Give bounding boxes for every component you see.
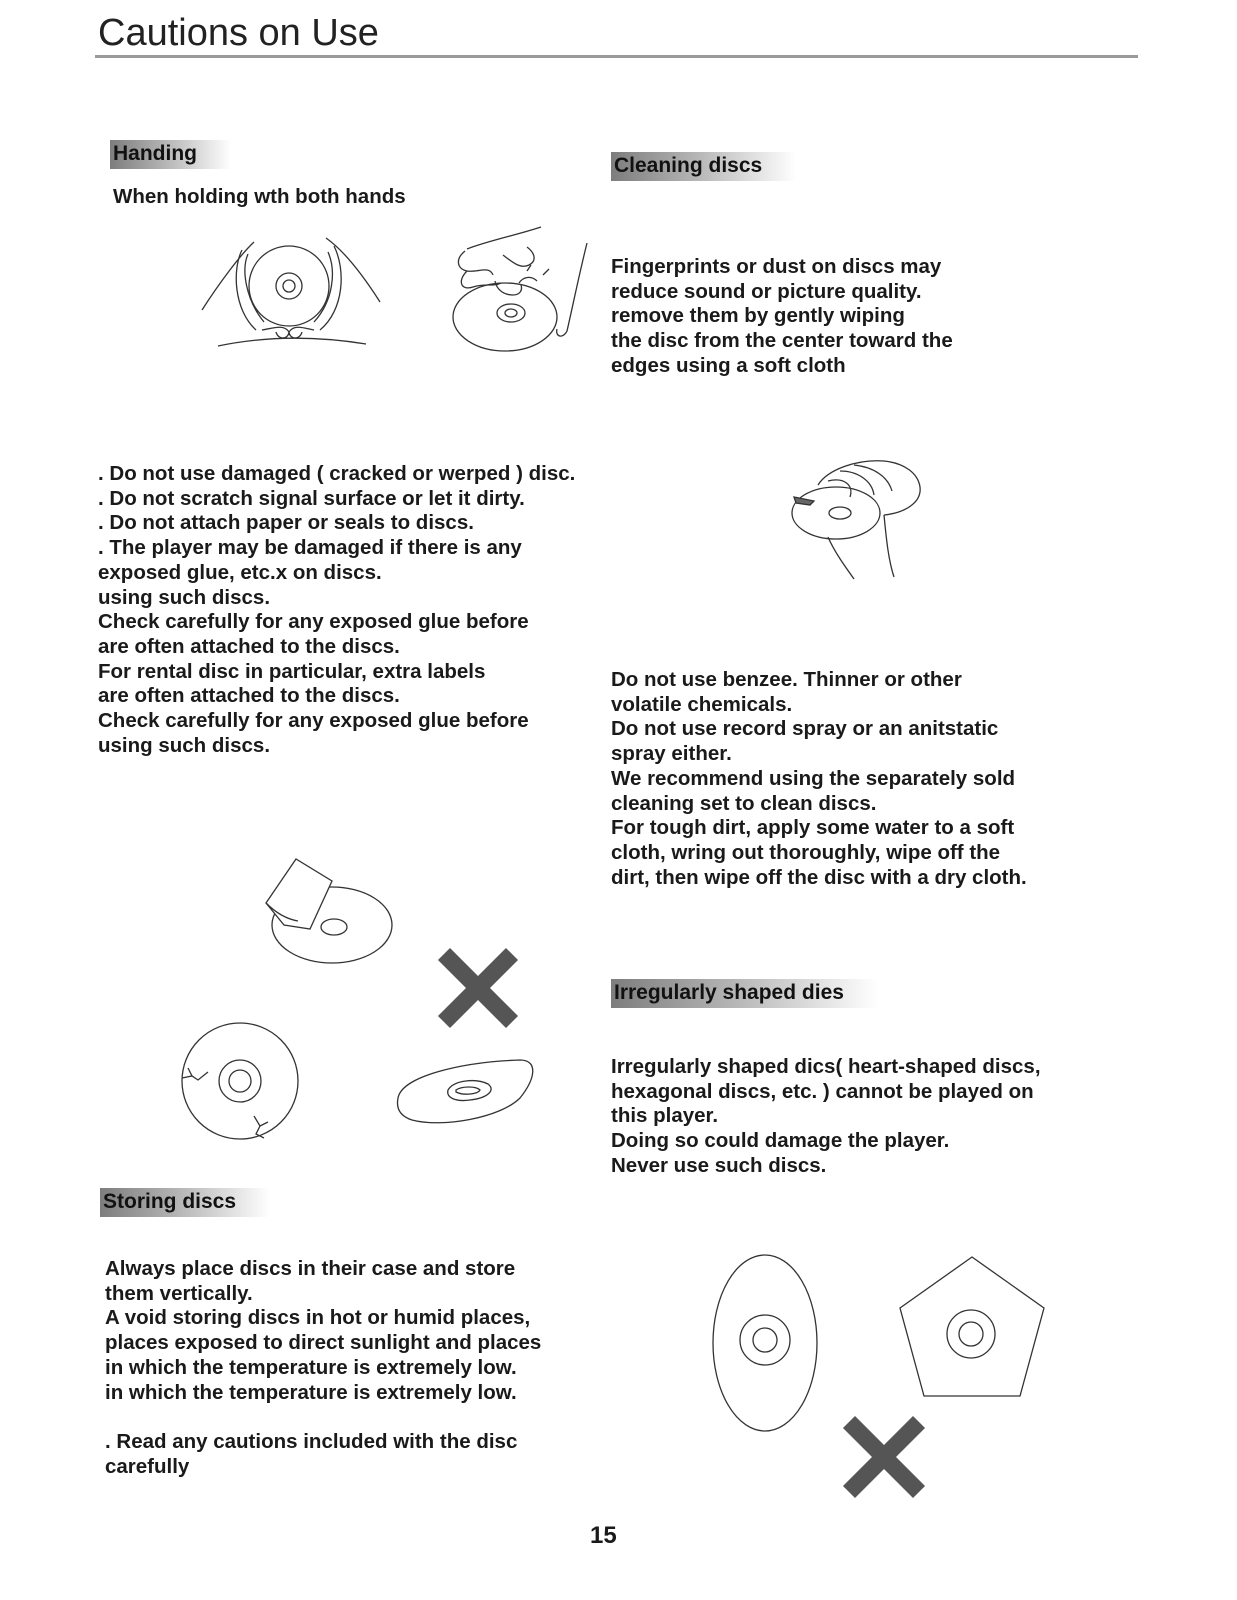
irregular-line: Never use such discs.: [611, 1153, 827, 1177]
warped-disc-icon: [392, 1058, 538, 1128]
pentagon-disc-icon: [897, 1254, 1047, 1400]
disc-with-label-icon: [262, 855, 397, 970]
prohibited-x-icon: [440, 950, 516, 1026]
storing-line: places exposed to direct sunlight and places: [105, 1331, 542, 1355]
cleaning-paragraph-1: [611, 255, 953, 379]
cleaning-line: dirt, then wipe off the disc with a dry cloth.: [611, 865, 1027, 889]
cleaning-line: Do not use record spray or an anitstatic: [611, 717, 999, 741]
handling-line: are often attached to the discs.: [98, 634, 400, 658]
handling-line: . Do not use damaged ( cracked or werped ) disc.: [98, 462, 576, 485]
storing-note: [105, 1430, 517, 1479]
cleaning-line: volatile chemicals.: [611, 692, 793, 716]
handling-subheading: When holding wth both hands: [113, 185, 406, 208]
cleaning-line: Do not use benzee. Thinner or other: [611, 668, 962, 691]
handling-line: . Do not attach paper or seals to discs.: [98, 511, 474, 535]
storing-text: [105, 1257, 541, 1405]
handling-line: . Do not scratch signal surface or let it dirty.: [98, 486, 525, 510]
title-rule: [95, 55, 1138, 58]
oval-disc-icon: [710, 1253, 820, 1433]
cleaning-line: cleaning set to clean discs.: [611, 791, 877, 815]
cleaning-line: edges using a soft cloth: [611, 353, 846, 377]
cleaning-line: For tough dirt, apply some water to a soft: [611, 816, 1015, 840]
handling-heading: Handing: [110, 140, 231, 169]
irregular-text: [611, 1055, 1041, 1179]
storing-line: in which the temperature is extremely low.: [105, 1380, 517, 1404]
handling-line: Check carefully for any exposed glue before: [98, 709, 529, 733]
two-hands-holding-disc-icon: [196, 230, 386, 350]
handling-line: exposed glue, etc.x on discs.: [98, 560, 382, 584]
cleaning-line: spray either.: [611, 742, 732, 766]
handling-line: using such discs.: [98, 585, 271, 609]
handling-cautions: [98, 462, 575, 758]
cleaning-heading: Cleaning discs: [611, 152, 796, 181]
handling-line: For rental disc in particular, extra labels: [98, 659, 486, 683]
handling-line: Check carefully for any exposed glue before: [98, 610, 529, 634]
cleaning-paragraph-2: [611, 668, 1027, 890]
cleaning-line: reduce sound or picture quality.: [611, 279, 922, 303]
handling-line: are often attached to the discs.: [98, 684, 400, 708]
page-title: Cautions on Use: [98, 12, 379, 54]
storing-line: A void storing discs in hot or humid places,: [105, 1306, 531, 1330]
storing-heading: Storing discs: [100, 1188, 270, 1217]
irregular-heading: Irregularly shaped dies: [611, 979, 878, 1008]
irregular-line: this player.: [611, 1104, 719, 1128]
cleaning-disc-hand-icon: [788, 455, 928, 585]
storing-note-line: carefully: [105, 1454, 190, 1478]
storing-line: Always place discs in their case and store: [105, 1257, 516, 1280]
hand-holding-disc-icon: [447, 225, 597, 355]
cleaning-line: Fingerprints or dust on discs may: [611, 255, 942, 278]
irregular-line: Doing so could damage the player.: [611, 1129, 950, 1153]
handling-line: using such discs.: [98, 733, 271, 757]
storing-line: them vertically.: [105, 1281, 253, 1305]
cleaning-line: cloth, wring out thoroughly, wipe off the: [611, 840, 1001, 864]
cracked-disc-icon: [178, 1020, 302, 1142]
cleaning-line: remove them by gently wiping: [611, 304, 905, 328]
irregular-line: Irregularly shaped dics( heart-shaped discs,: [611, 1055, 1041, 1078]
page-number: 15: [590, 1522, 617, 1549]
prohibited-x-icon: [845, 1418, 923, 1496]
cleaning-line: We recommend using the separately sold: [611, 766, 1016, 790]
irregular-line: hexagonal discs, etc. ) cannot be played on: [611, 1079, 1034, 1103]
storing-note-line: . Read any cautions included with the disc: [105, 1430, 518, 1453]
storing-line: in which the temperature is extremely low.: [105, 1355, 517, 1379]
cleaning-line: the disc from the center toward the: [611, 329, 953, 353]
handling-line: . The player may be damaged if there is any: [98, 536, 522, 560]
